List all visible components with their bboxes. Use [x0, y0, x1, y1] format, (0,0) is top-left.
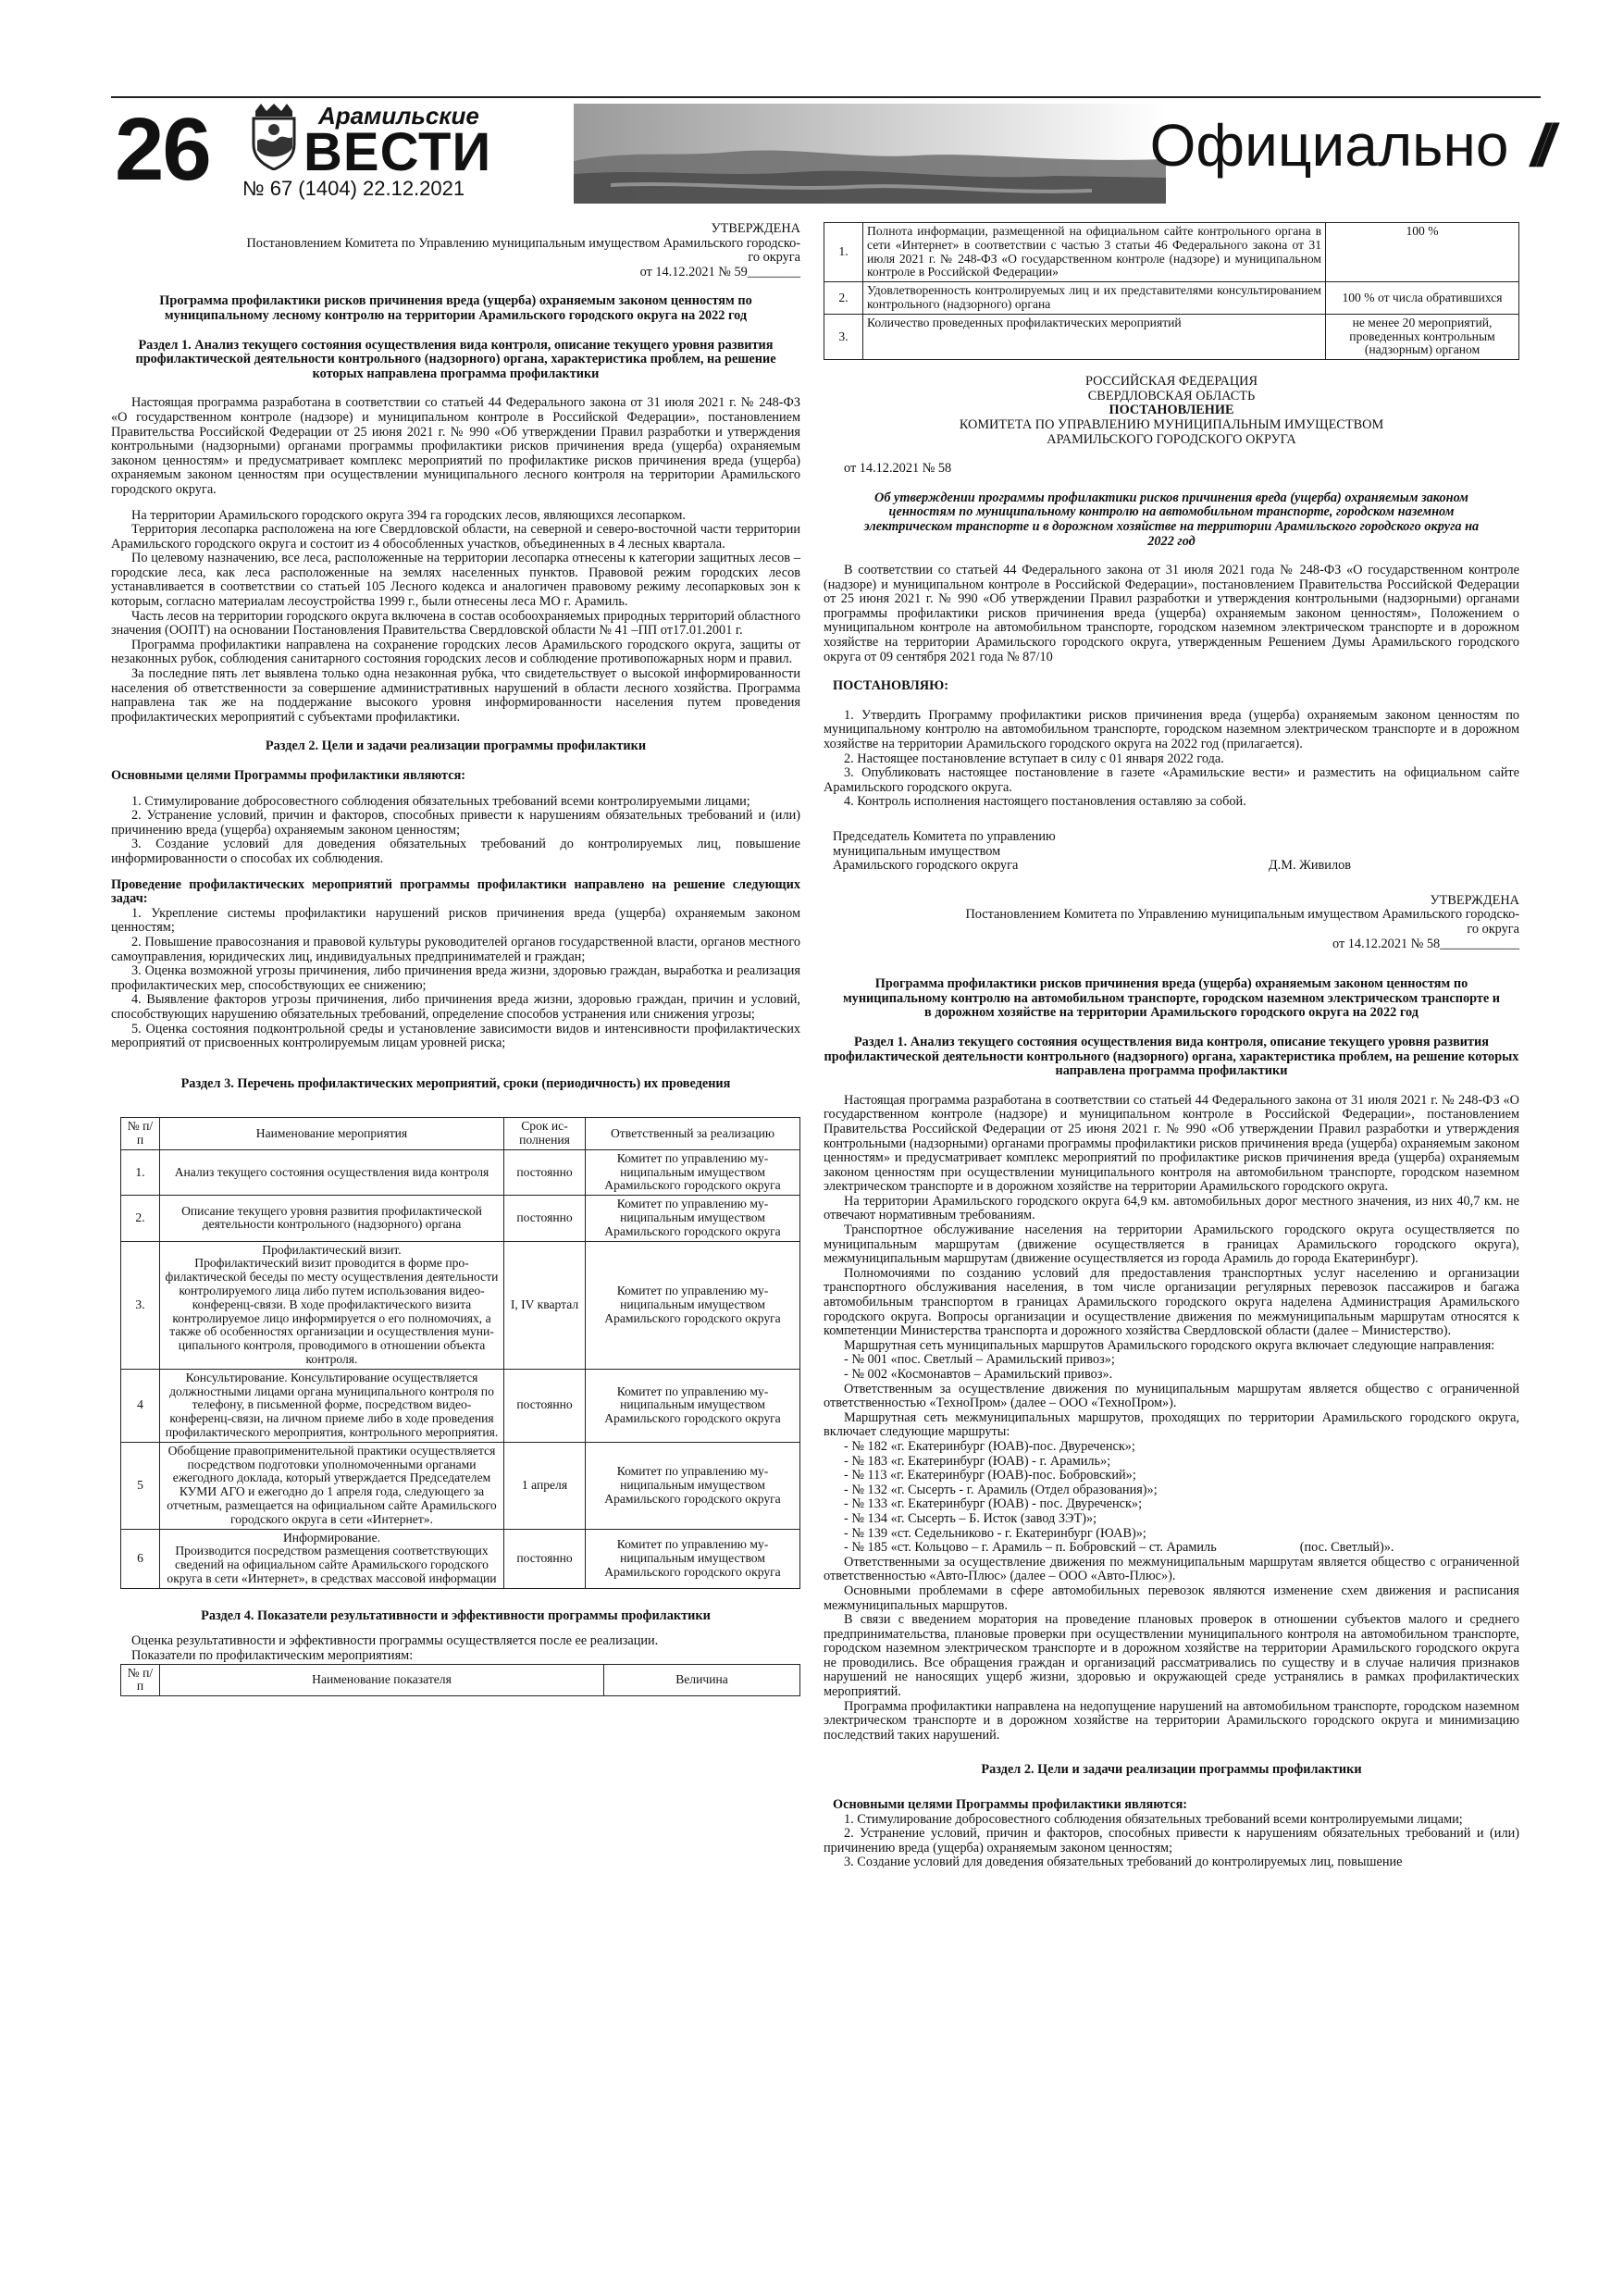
event-num: 3.	[121, 1241, 160, 1369]
resolution-title: Об утверждении программы профилактики рисков причинения вреда (ущерба) охраняемым законом ценностям по муниципальному контролю на автомобильном транспорте, городском наземном электрическом транспорте и в дорожном хозяйстве на территории Арамильского городского округа на 2022 год	[863, 490, 1480, 549]
indicators-table	[824, 222, 1519, 360]
event-responsible: Комитет по управлению муниципальным имуществом Арамильского городского округа	[586, 1529, 800, 1588]
signer-position-cont: муниципальным имуществом	[833, 843, 1001, 859]
indicator-num: 1.	[824, 223, 863, 282]
paper-brand	[304, 102, 492, 182]
paragraph: Ответственными за осуществление движения по межмуниципальным маршрутам является общество с ограниченной ответственностью «Авто-Плюс» (далее – ООО «Авто-Плюс»).	[824, 1554, 1519, 1584]
right-column	[824, 215, 1519, 1870]
table-header-row	[121, 1664, 800, 1696]
paragraph: Показатели по профилактическим мероприятиям:	[131, 1647, 414, 1663]
indicator-name: Полнота информации, размещенной на официальном сайте контрольного органа в сети «Интернет» в соответствии с частью 3 статьи 46 Федерального закона от 31 июля 2021 г. № 248-ФЗ «О государственном контроле (надзоре) и муниципальном контроле в Российской Федерации»	[863, 223, 1326, 282]
event-term: постоянно	[504, 1149, 586, 1195]
event-name: Обобщение правоприменительной практики осуществляется посредством подготовки уполномоченными органами ежегодного доклада, который утверждается Председателем КУМИ АГО и ежегодно до 1 апреля года, следующего за отчетным, размещается на официальном сайте Арамильского городского округа в сети «Интернет».	[160, 1442, 504, 1529]
document-type: ПОСТАНОВЛЕНИЕ	[1109, 403, 1234, 418]
events-table	[120, 1117, 800, 1589]
table-header-row	[121, 1118, 800, 1150]
section-4-title: Раздел 4. Показатели результативности и эффективности программы профилактики	[201, 1607, 711, 1623]
decree-item: 3. Опубликовать настоящее постановление в газете «Арамильские вести» и разместить на официальном сайте Арамильского городского округа.	[824, 765, 1519, 795]
event-name: Консультирование. Консультирование осуществляется должностными лицами органа муниципального контроля по телефону, в письменной форме, посредством видео-конференц-связи, на личном приеме либо в ходе проведения профилактического мероприятия, контрольного мероприятия.	[160, 1369, 504, 1442]
paragraph: Основными проблемами в сфере автомобильных перевозок являются изменение схем движения и расписания межмуниципальных маршрутов.	[824, 1582, 1519, 1613]
paragraph: Часть лесов на территории городского округа включена в состав особоохраняемых природных территорий областного значения (ООПТ) на основании Постановления Правительства Свердловской области № 41 –ПП от17.01.2001 г.	[111, 608, 800, 639]
country-heading: РОССИЙСКАЯ ФЕДЕРАЦИЯ	[1085, 374, 1258, 390]
paragraph: На территории Арамильского городского округа 394 га городских лесов, являющихся лесопарком.	[131, 507, 687, 523]
event-num: 2.	[121, 1196, 160, 1241]
paragraph: Полномочиями по созданию условий для предоставления транспортных услуг населению и организации транспортного обслуживания населения, в том числе организации регулярных перевозок пассажиров и багажа автомобильным транспортом в границах Арамильского городского округа наделена Администрация Арамильского городского округа. Вопросы организации и осуществление движения по межмуниципальным маршрутам относятся к компетенции Министерства транспорта и дорожного хозяйства Свердловской области (далее – Министерство).	[824, 1265, 1519, 1339]
route-item: - № 002 «Космонавтов – Арамильский привоз».	[844, 1367, 1113, 1383]
left-column	[111, 215, 800, 1696]
decree-item: 4. Контроль исполнения настоящего постановления оставляю за собой.	[844, 794, 1246, 810]
route-item: - № 132 «г. Сысерть - г. Арамиль (Отдел образования)»;	[844, 1482, 1158, 1497]
masthead	[111, 93, 1545, 208]
paragraph: По целевому назначению, все леса, расположенные на территории лесопарка отнесены к категории защитных лесов – городские леса, как леса расположенные на землях населенных пунктов. Правовой режим городских лесов устанавливается в соответствии со статьей 105 Лесного кодекса и аналогичен правовому режиму лесопарковых зон к которым, согласно материалам лесоустройства 1999 г., были отнесены леса МО г. Арамиль.	[111, 551, 800, 610]
program-title: Программа профилактики рисков причинения вреда (ущерба) охраняемым законом ценностям по муниципальному лесному контролю на территории Арамильского городского округа на 2022 год	[159, 293, 752, 323]
goal-item: 1. Стимулирование добросовестного соблюдения обязательных требований всеми контролируемыми лицами;	[131, 793, 750, 809]
task-item: 4. Выявление факторов угрозы причинения, либо причинения вреда жизни, здоровью граждан, причин и условий, способствующих нарушению обязательных требований, определение способов устранения или снижения угрозы;	[111, 992, 800, 1022]
paragraph: На территории Арамильского городского округа 64,9 км. автомобильных дорог местного значения, из них 40,7 км. не отвечают нормативным требованиям.	[824, 1193, 1519, 1223]
goals-title: Основными целями Программы профилактики являются:	[833, 1797, 1188, 1813]
event-term: постоянно	[504, 1369, 586, 1442]
committee-heading: КОМИТЕТА ПО УПРАВЛЕНИЮ МУНИЦИПАЛЬНЫМ ИМУЩЕСТВОМ	[959, 416, 1384, 432]
program-title: Программа профилактики рисков причинения вреда (ущерба) охраняемым законом ценностям по муниципальному контролю на автомобильном транспорте, городском наземном электрическом транспорте и в дорожном хозяйстве на территории Арамильского городского округа на 2022 год	[842, 976, 1501, 1021]
table-row	[121, 1196, 800, 1241]
header-event-name: Наименование мероприятия	[160, 1118, 504, 1150]
route-185-tail: (пос. Светлый)».	[1299, 1540, 1394, 1556]
section-1-title: Раздел 1. Анализ текущего состояния осуществления вида контроля, описание текущего уровня развития профилактической деятельности контрольного (надзорного) органа, характеристика проблем, на решение которых направлена программа профилактики	[824, 1034, 1519, 1079]
table-row	[824, 314, 1519, 359]
route-item: - № 001 «пос. Светлый – Арамильский привоз»;	[844, 1352, 1115, 1368]
event-name: Информирование. Производится посредством размещения соответствующих сведений на официальном сайте Арамильского городского округа в сети «Интернет», в средствах массовой информации	[160, 1529, 504, 1588]
page-number: 26	[115, 100, 210, 199]
tasks-title: Проведение профилактических мероприятий программы профилактики направлено на решение следующих задач:	[111, 876, 800, 907]
route-item: - № 133 «г. Екатеринбург (ЮАВ) - пос. Двуреченск»;	[844, 1496, 1143, 1512]
header-num: № п/п	[121, 1118, 160, 1150]
paragraph: Маршрутная сеть муниципальных маршрутов Арамильского городского округа включает следующие направления:	[844, 1337, 1495, 1353]
event-responsible: Комитет по управлению муниципальным имуществом Арамильского городского округа	[586, 1149, 800, 1195]
event-responsible: Комитет по управлению муниципальным имуществом Арамильского городского округа	[586, 1442, 800, 1529]
paragraph: Программа профилактики направлена на сохранение городских лесов Арамильского городского округа, защиты от незаконных рубок, соблюдения санитарного состояния городских лесов и соблюдение противопожарных норм и правил.	[111, 637, 800, 667]
paragraph: Настоящая программа разработана в соответствии со статьей 44 Федерального закона от 31 июля 2021 г. № 248-ФЗ «О государственном контроле (надзоре) и муниципальном контроле в Российской Федерации», постановлением Правительства Российской Федерации от 25 июня 2021 г. № 990 «Об утверждении Правил разработки и утверждения контрольными (надзорными) органами программы профилактики рисков причинения вреда (ущерба) охраняемым законом ценностям» и предусматривает комплекс мероприятий по профилактике рисков причинения вреда (ущерба) охраняемым законом ценностям при осуществлении муниципального контроля на автомобильном транспорте, городском наземном электрическом транспорте и в дорожном хозяйстве на территории Арамильского городского округа.	[824, 1092, 1519, 1195]
route-item: - № 139 «ст. Седельниково - г. Екатеринбург (ЮАВ)»;	[844, 1525, 1146, 1541]
goal-item: 2. Устранение условий, причин и факторов, способных привести к нарушениям обязательных требований и (или) причинению вреда (ущерба) охраняемым законом ценностям;	[111, 808, 800, 838]
signer-position-org: Арамильского городского округа	[833, 858, 1019, 874]
paragraph: Настоящая программа разработана в соответствии со статьей 44 Федерального закона от 31 июля 2021 г. № 248-ФЗ «О государственном контроле (надзоре) и муниципальном контроле в Российской Федерации», постановлением Правительства Российской Федерации от 25 июня 2021 г. № 990 «Об утверждении Правил разработки и утверждения контрольными (надзорными) органами программы профилактики рисков причинения вреда (ущерба) охраняемым законом ценностям» и предусматривает комплекс мероприятий по профилактике рисков причинения вреда (ущерба) охраняемым законом ценностям при осуществлении муниципального лесного контроля на территории Арамильского городского округа.	[111, 395, 800, 497]
issue-info: № 67 (1404) 22.12.2021	[242, 177, 465, 200]
header-responsible: Ответственный за реализацию	[586, 1118, 800, 1150]
indicator-value: 100 % от числа обратившихся	[1326, 282, 1519, 315]
table-row	[121, 1442, 800, 1529]
paragraph: В связи с введением моратория на проведение плановых проверок в отношении субъектов малого и среднего предпринимательства, плановые проверки при осуществлении муниципального контроля на автомобильном транспорте, городском наземном электрическом транспорте и в дорожном хозяйстве на территории Арамильского городского округа не проводились. Все обращения граждан и организаций рассматривались по существу и в случае наличия признаков нарушений не наносящих ущерб жизни, здоровью и окружающей среде устранялись в рамках профилактических мероприятий.	[824, 1612, 1519, 1700]
approved-label: УТВЕРЖДЕНА	[711, 221, 800, 236]
table-row	[121, 1149, 800, 1195]
paragraph: Оценка результативности и эффективности программы осуществляется после ее реализации.	[131, 1633, 659, 1649]
goal-item: 2. Устранение условий, причин и факторов, способных привести к нарушениям обязательных требований и (или) причинению вреда (ущерба) охраняемым законом ценностям;	[824, 1826, 1519, 1855]
signer-name: Д.М. Живилов	[1268, 858, 1351, 874]
paragraph: Транспортное обслуживание населения на территории Арамильского городского округа осуществляется по муниципальным маршрутам (движение осуществляется в границах Арамильского городского округа), межмуниципальным маршрутам (движение осуществляется из города Арамиль до города Екатеринбург).	[824, 1222, 1519, 1267]
indicator-name: Удовлетворенность контролируемых лиц и их представителями консультированием контрольного (надзорного) органа	[863, 282, 1326, 315]
table-row	[121, 1529, 800, 1588]
section-1-title: Раздел 1. Анализ текущего состояния осуществления вида контроля, описание текущего уровня развития профилактической деятельности контрольного (надзорного) органа, характеристика проблем, на решение которых направлена программа профилактики	[135, 337, 776, 381]
decree-item: 2. Настоящее постановление вступает в силу с 01 января 2022 года.	[844, 751, 1224, 766]
event-name: Анализ текущего состояния осуществления вида контроля	[160, 1149, 504, 1195]
approved-by: Постановлением Комитета по Управлению муниципальным имуществом Арамильского городско-	[246, 235, 800, 251]
approved-by: Постановлением Комитета по Управлению муниципальным имуществом Арамильского городско-	[965, 907, 1519, 923]
indicator-value: 100 %	[1326, 223, 1519, 282]
event-term: I, IV квартал	[504, 1241, 586, 1369]
section-2-title: Раздел 2. Цели и задачи реализации программы профилактики	[981, 1762, 1362, 1778]
route-185: - № 185 «ст. Кольцово – г. Арамиль – п. Бобровский – ст. Арамиль	[844, 1540, 1217, 1556]
paragraph: Маршрутная сеть межмуниципальных маршрутов, проходящих по территории Арамильского городского округа, включает следующие маршруты:	[824, 1409, 1519, 1440]
resolution-preamble: В соответствии со статьей 44 Федерального закона от 31 июля 2021 года № 248-ФЗ «О государственном контроле (надзоре) и муниципальном контроле в Российской Федерации», постановлением Правительства Российской Федерации от 25 июня 2021 г. № 990 «Об утверждении Правил разработки и утверждения контрольными (надзорными) органами программы профилактики рисков причинения вреда (ущерба) охраняемым законом ценностям», Положением о муниципальном контроле на автомобильном транспорте, городском наземном электрическом транспорте и в дорожном хозяйстве на территории Арамильского городского округа, утвержденным Решением Думы Арамильского городского округа от 09 сентября 2021 года № 87/10	[824, 563, 1519, 664]
route-item: - № 113 «г. Екатеринбург (ЮАВ)-пос. Бобровский»;	[844, 1468, 1136, 1483]
paper-name-main: ВЕСТИ	[304, 122, 492, 182]
approved-date: от 14.12.2021 № 58____________	[1332, 936, 1519, 951]
approved-by-cont: го округа	[1467, 921, 1519, 937]
masthead-rule	[111, 96, 1541, 98]
table-row	[121, 1241, 800, 1369]
event-responsible: Комитет по управлению муниципальным имуществом Арамильского городского округа	[586, 1241, 800, 1369]
paragraph: Программа профилактики направлена на недопущение нарушений на автомобильном транспорте, городском наземном электрическом транспорте и в дорожном хозяйстве на территории Арамильского городского округа и минимизацию последствий таких нарушений.	[824, 1698, 1519, 1743]
indicator-num: 2.	[824, 282, 863, 315]
event-num: 6	[121, 1529, 160, 1588]
route-item: - № 134 «г. Сысерть – Б. Исток (завод ЗЭТ)»;	[844, 1510, 1097, 1526]
event-responsible: Комитет по управлению муниципальным имуществом Арамильского городского округа	[586, 1196, 800, 1241]
indicator-num: 3.	[824, 314, 863, 359]
task-item: 1. Укрепление системы профилактики нарушений рисков причинения вреда (ущерба) охраняемым законом ценностям;	[111, 905, 800, 936]
rubric-title: Официально	[1149, 112, 1509, 179]
table-row	[121, 1369, 800, 1442]
goal-item: 1. Стимулирование добросовестного соблюдения обязательных требований всеми контролируемыми лицами;	[844, 1811, 1463, 1827]
indicator-name: Количество проведенных профилактических мероприятий	[863, 314, 1326, 359]
event-responsible: Комитет по управлению муниципальным имуществом Арамильского городского округа	[586, 1369, 800, 1442]
event-num: 4	[121, 1369, 160, 1442]
header-num: № п/п	[121, 1664, 160, 1696]
signer-position: Председатель Комитета по управлению	[833, 829, 1056, 845]
event-name: Профилактический визит. Профилактический визит проводится в форме профилактической беседы по месту осуществления деятельности контролируемого лица либо путем использования видео-конференц-связи. В ходе профилактического визита контролируемое лицо информируется о его полномочиях, а также об особенностях организации и осуществления муниципального контроля, проводимого в отношении объекта контроля.	[160, 1241, 504, 1369]
event-term: 1 апреля	[504, 1442, 586, 1529]
route-item: - № 183 «г. Екатеринбург (ЮАВ) - г. Арамиль»;	[844, 1453, 1111, 1469]
city-crest-icon	[248, 104, 300, 170]
rubric-slash-mark: //	[1530, 112, 1545, 179]
indicators-table-header	[120, 1664, 800, 1697]
paper-name-top: Арамильские	[318, 102, 479, 130]
paragraph: Ответственным за осуществление движения по муниципальным маршрутам является общество с ограниченной ответственностью «ТехноПром» (далее – ООО «ТехноПром»).	[824, 1381, 1519, 1411]
paragraph: Территория лесопарка расположена на юге Свердловской области, на северной и северо-восточной части территории Арамильского городского округа и состоит из 4 обособленных участков, объединенных в 4 лесных квартала.	[111, 522, 800, 552]
approved-by-cont: го округа	[748, 250, 800, 266]
section-rubric	[1064, 113, 1545, 178]
resolution-date: от 14.12.2021 № 58	[844, 461, 952, 477]
task-item: 3. Оценка возможной угрозы причинения, либо причинения вреда жизни, здоровью граждан, выработка и реализация профилактических мер, способствующих ее снижению;	[111, 963, 800, 993]
committee-heading-cont: АРАМИЛЬСКОГО ГОРОДСКОГО ОКРУГА	[1047, 431, 1296, 447]
approved-label: УТВЕРЖДЕНА	[1430, 892, 1519, 908]
goal-item: 3. Создание условий для доведения обязательных требований до контролируемых лиц, повышение	[844, 1855, 1403, 1870]
route-item: - № 182 «г. Екатеринбург (ЮАВ)-пос. Двуреченск»;	[844, 1438, 1135, 1454]
event-num: 1.	[121, 1149, 160, 1195]
task-item: 2. Повышение правосознания и правовой культуры руководителей органов государственной власти, органов местного самоуправления, юридических лиц, индивидуальных предпринимателей и граждан;	[111, 934, 800, 964]
route-item	[824, 1541, 1519, 1556]
event-num: 5	[121, 1442, 160, 1529]
event-name: Описание текущего уровня развития профилактической деятельности контрольного (надзорного) органа	[160, 1196, 504, 1241]
table-row	[824, 223, 1519, 282]
section-3-title: Раздел 3. Перечень профилактических мероприятий, сроки (периодичность) их проведения	[180, 1075, 731, 1091]
signature-block	[833, 830, 1519, 874]
section-2-title: Раздел 2. Цели и задачи реализации программы профилактики	[265, 738, 647, 754]
table-row	[824, 282, 1519, 315]
decree-item: 1. Утвердить Программу профилактики рисков причинения вреда (ущерба) охраняемым законом ценностям по муниципальному контролю на автомобильном транспорте, городском наземном электрическом транспорте и в дорожном хозяйстве на территории Арамильского городского округа на 2022 год (прилагается).	[824, 707, 1519, 752]
header-indicator-name: Наименование показателя	[160, 1664, 604, 1696]
goal-item: 3. Создание условий для доведения обязательных требований до контролируемых лиц, повышение информированности о способах их соблюдения.	[111, 837, 800, 866]
event-term: постоянно	[504, 1529, 586, 1588]
decree-label: ПОСТАНОВЛЯЮ:	[833, 678, 948, 694]
approved-date: от 14.12.2021 № 59________	[639, 264, 800, 279]
header-term: Срок исполнения	[504, 1118, 586, 1150]
indicator-value: не менее 20 мероприятий, проведенных контрольным (надзорным) органом	[1326, 314, 1519, 359]
header-value: Величина	[604, 1664, 800, 1696]
region-heading: СВЕРДЛОВСКАЯ ОБЛАСТЬ	[1087, 388, 1256, 403]
goals-title: Основными целями Программы профилактики являются:	[111, 768, 466, 783]
event-term: постоянно	[504, 1196, 586, 1241]
task-item: 5. Оценка состояния подконтрольной среды и установление зависимости видов и интенсивности профилактических мероприятий от присвоенных контролируемым лицам уровней риска;	[111, 1021, 800, 1051]
paragraph: За последние пять лет выявлена только одна незаконная рубка, что свидетельствует о высокой информированности населения об ответственности за совершение административных нарушений в области лесного хозяйства. Программа направлена так же на поддержание высокого уровня информированности населения путем проведения профилактических мероприятий с субъектами профилактики.	[111, 666, 800, 725]
